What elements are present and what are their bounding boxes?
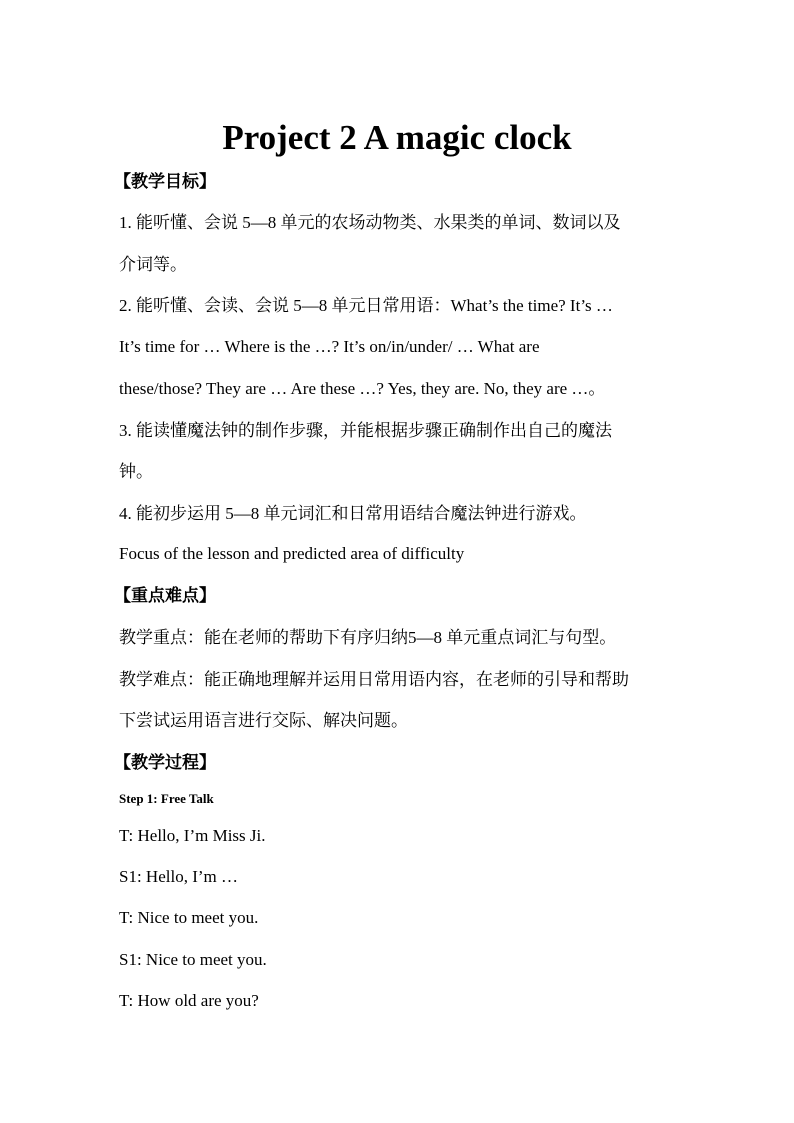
- difficulty-line-2: 下尝试运用语言进行交际、解决问题。: [119, 711, 408, 730]
- key-point-text: 教学重点：能在老师的帮助下有序归纳5—8 单元重点词汇与句型。: [119, 628, 617, 647]
- objectives-heading: 【教学目标】: [114, 172, 216, 192]
- dialogue-line: T: How old are you?: [119, 991, 259, 1010]
- document-title: Project 2 A magic clock: [222, 118, 572, 157]
- dialogue-line: S1: Hello, I’m …: [119, 867, 238, 886]
- objective-4-line-1: 4. 能初步运用 5—8 单元词汇和日常用语结合魔法钟进行游戏。: [119, 504, 587, 523]
- focus-line: Focus of the lesson and predicted area of difficulty: [119, 544, 465, 563]
- process-heading: 【教学过程】: [114, 753, 216, 773]
- objective-1-line-1: 1. 能听懂、会说 5—8 单元的农场动物类、水果类的单词、数词以及: [119, 213, 621, 232]
- objective-3-line-2: 钟。: [119, 462, 153, 481]
- objective-2-line-1: 2. 能听懂、会读、会说 5—8 单元日常用语：What’s the time? It’s …: [119, 296, 613, 315]
- key-points-heading: 【重点难点】: [114, 586, 216, 606]
- objective-3-line-1: 3. 能读懂魔法钟的制作步骤，并能根据步骤正确制作出自己的魔法: [119, 421, 612, 440]
- objective-1-line-2: 介词等。: [119, 255, 187, 274]
- step-1-title: Step 1: Free Talk: [119, 791, 214, 806]
- difficulty-line-1: 教学难点：能正确地理解并运用日常用语内容，在老师的引导和帮助: [119, 670, 629, 689]
- objective-2-line-2: It’s time for … Where is the …? It’s on/in/under/ … What are: [119, 337, 540, 356]
- dialogue-line: T: Hello, I’m Miss Ji.: [119, 826, 266, 845]
- dialogue-line: S1: Nice to meet you.: [119, 950, 267, 969]
- objective-2-line-3: these/those? They are … Are these …? Yes, they are. No, they are …。: [119, 379, 606, 398]
- dialogue-line: T: Nice to meet you.: [119, 908, 259, 927]
